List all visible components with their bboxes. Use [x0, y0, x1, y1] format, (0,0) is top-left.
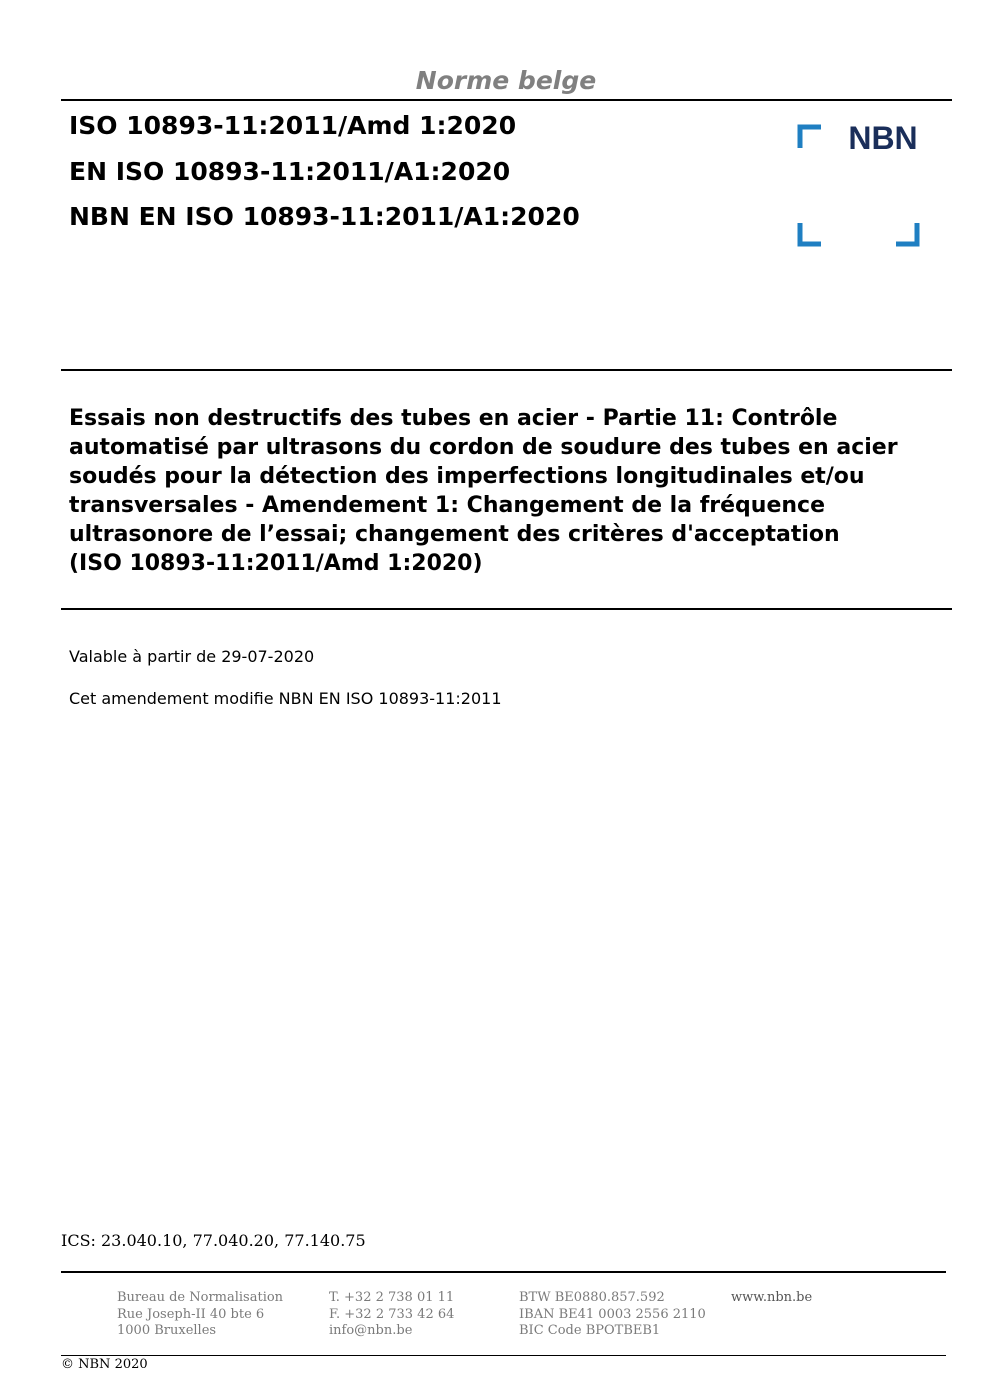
footer-bottom-rule — [61, 1355, 946, 1356]
ics-codes: ICS: 23.040.10, 77.040.20, 77.140.75 — [61, 1231, 366, 1250]
title-line: Essais non destructifs des tubes en acier - Partie 11: Contrôle — [69, 406, 838, 431]
title-line: automatisé par ultrasons du cordon de soudure des tubes en acier — [69, 435, 898, 460]
title-line: soudés pour la détection des imperfections longitudinales et/ou — [69, 464, 865, 489]
norme-belge-label: Norme belge — [415, 66, 597, 95]
footer-top-rule — [61, 1271, 946, 1273]
footer-website — [731, 1290, 812, 1307]
footer-address — [117, 1290, 283, 1340]
vat-number: BTW BE0880.857.592 — [519, 1290, 665, 1305]
logo-text: NBN — [848, 124, 918, 156]
header-top-rule — [61, 99, 952, 101]
en-standard-number: EN ISO 10893-11:2011/A1:2020 — [69, 157, 511, 186]
logo-corner-bottom-right — [896, 223, 917, 244]
document-title — [69, 404, 949, 578]
modifies-text: Cet amendement modifie NBN EN ISO 10893-11:2011 — [69, 689, 502, 708]
logo-corner-bottom-left — [800, 223, 821, 244]
fax-number: F. +32 2 733 42 64 — [329, 1306, 455, 1322]
iso-standard-number: ISO 10893-11:2011/Amd 1:2020 — [69, 111, 517, 140]
footer-bank — [519, 1290, 706, 1340]
phone-number: T. +32 2 738 01 11 — [329, 1290, 455, 1305]
nbn-logo-mark — [797, 124, 921, 248]
title-line: transversales - Amendement 1: Changement de la fréquence — [69, 493, 826, 518]
logo-corner-top-left — [800, 127, 821, 148]
title-bottom-rule — [61, 608, 952, 610]
email-address: info@nbn.be — [329, 1323, 413, 1338]
title-line: ultrasonore de l’essai; changement des critères d'acceptation — [69, 522, 840, 547]
title-line: (ISO 10893-11:2011/Amd 1:2020) — [69, 551, 483, 576]
address-line: Bureau de Normalisation — [117, 1290, 284, 1305]
nbn-standard-number: NBN EN ISO 10893-11:2011/A1:2020 — [69, 202, 580, 231]
title-top-rule — [61, 369, 952, 371]
bic-code: BIC Code BPOTBEB1 — [519, 1323, 661, 1338]
nbn-logo — [797, 124, 921, 248]
footer-contact — [329, 1290, 454, 1340]
address-line: 1000 Bruxelles — [117, 1323, 217, 1338]
copyright-text: © NBN 2020 — [61, 1357, 148, 1372]
valid-from-text: Valable à partir de 29-07-2020 — [69, 647, 315, 666]
iban-number: IBAN BE41 0003 2556 2110 — [519, 1306, 706, 1322]
address-line: Rue Joseph-II 40 bte 6 — [117, 1306, 265, 1322]
website-link: www.nbn.be — [731, 1290, 813, 1305]
